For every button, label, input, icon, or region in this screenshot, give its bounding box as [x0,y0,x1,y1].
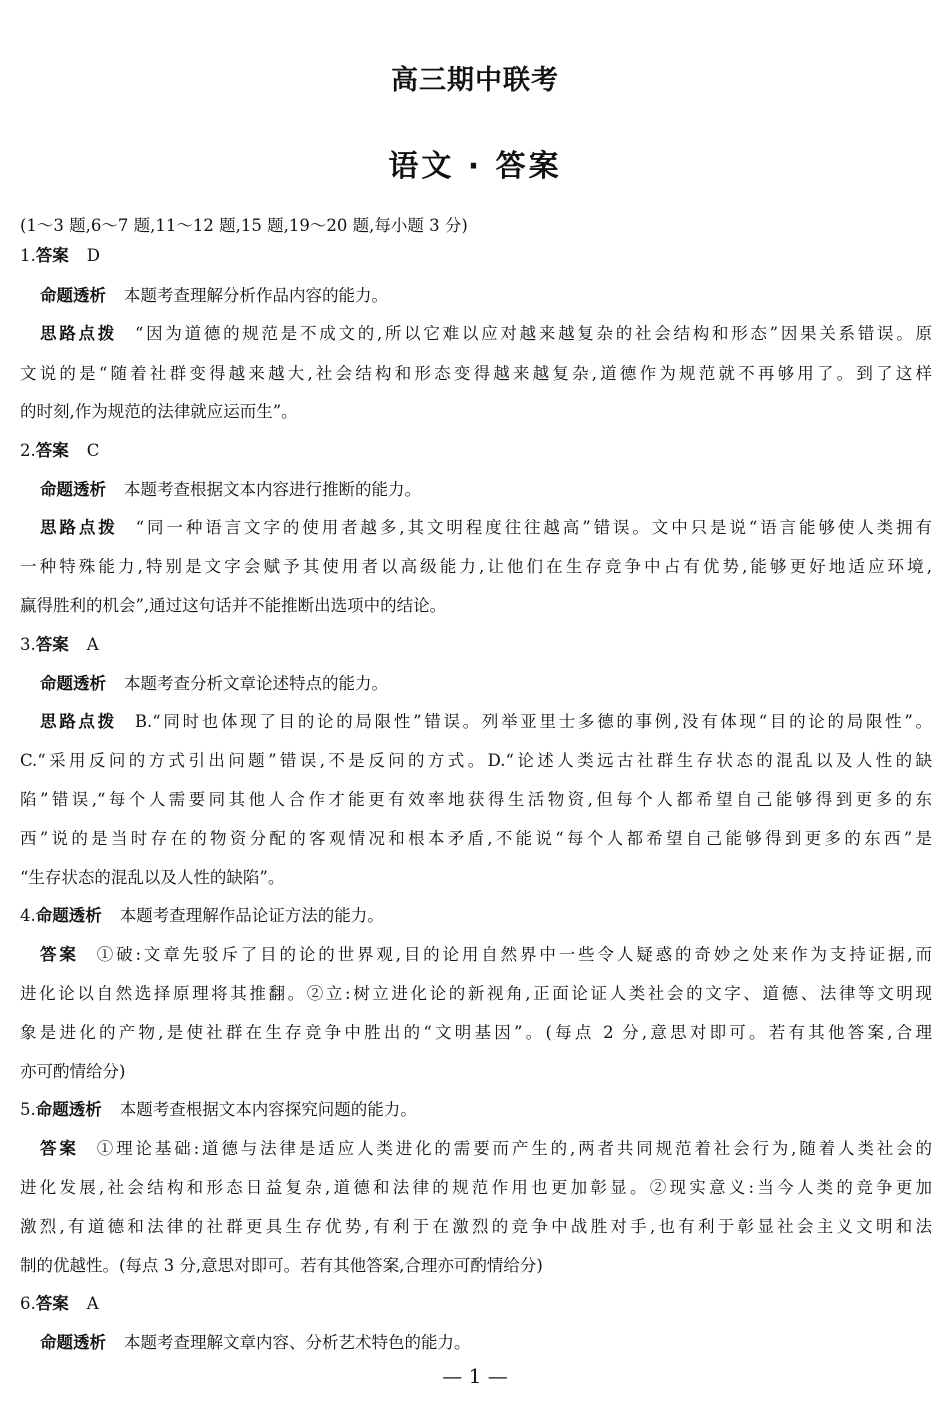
q5-analysis: 本题考查根据文本内容探究问题的能力。 [119,1100,417,1119]
answer-label: 答案 [35,635,69,654]
q5-answer-line: 制的优越性。(每点 3 分,意思对即可。若有其他答案,合理亦可酌情给分) [20,1256,543,1275]
q4-answer-line: 象是进化的产物,是使社群在生存竞争中胜出的“文明基因”。(每点 2 分,意思对即可。若有其他答案,合理 [20,1023,932,1042]
answer-label: 答案 [35,246,69,265]
q3-number: 3. [20,635,36,654]
answer-label: 答案 [35,441,69,460]
q4-analysis-row [20,906,932,926]
analysis-label: 命题透析 [40,286,106,305]
q1-answer-row [20,246,932,266]
q3-analysis-row [40,674,932,694]
q2-analysis-row [40,480,932,500]
q2-number: 2. [20,441,36,460]
q2-hint-line: 一种特殊能力,特别是文字会赋予其使用者以高级能力,让他们在生存竞争中占有优势,能够更好地适应环境, [20,557,932,576]
q1-answer: D [86,246,100,265]
q4-answer-line: 进化论以自然选择原理将其推翻。②立:树立进化论的新视角,正面论证人类社会的文字、道德、法律等文明现 [20,984,932,1003]
q5-number: 5. [20,1100,36,1119]
q6-answer: A [86,1294,99,1313]
scoring-note: (1～3 题,6～7 题,11～12 题,15 题,19～20 题,每小题 3 分) [20,216,468,235]
subject-title: 语文 · 答案 [388,149,562,184]
q3-hint-line: “生存状态的混乱以及人性的缺陷”。 [20,868,285,887]
answer-label: 答案 [40,1139,79,1158]
analysis-label: 命题透析 [40,1333,106,1352]
q3-hint-line: 思路点拨 B.“同时也体现了目的论的局限性”错误。列举亚里士多德的事例,没有体现“目的论的局限性”。 [40,712,933,731]
analysis-label: 命题透析 [40,480,106,499]
q3-answer: A [86,635,99,654]
analysis-label: 命题透析 [35,906,102,925]
q4-analysis: 本题考查理解作品论证方法的能力。 [119,906,384,925]
page-number: — 1 — [442,1364,508,1388]
q1-hint-line: 文说的是“随着社群变得越来越大,社会结构和形态变得越来越复杂,道德作为规范就不再够用了。到了这样 [20,364,932,383]
answer-label: 答案 [40,945,79,964]
answer-label: 答案 [35,1294,69,1313]
q2-answer: C [86,441,100,460]
q1-analysis-row [40,286,932,306]
hint-label: 思路点拨 [40,518,118,537]
exam-title: 高三期中联考 [391,65,559,96]
q6-number: 6. [20,1294,36,1313]
q5-analysis-row [20,1100,932,1120]
analysis-label: 命题透析 [40,674,106,693]
hint-label: 思路点拨 [40,712,117,731]
q3-analysis: 本题考查分析文章论述特点的能力。 [124,674,388,693]
q6-answer-row [20,1294,932,1314]
q1-analysis: 本题考查理解分析作品内容的能力。 [124,286,388,305]
q1-hint-line: 的时刻,作为规范的法律就应运而生”。 [20,402,298,421]
q3-hint-line: 陷”错误,“每个人需要同其他人合作才能更有效率地获得生活物资,但每个人都希望自己能够得到更多的东 [20,790,932,809]
q2-hint-line: 赢得胜利的机会”,通过这句话并不能推断出选项中的结论。 [20,596,447,615]
q2-hint-line: 思路点拨 “同一种语言文字的使用者越多,其文明程度往往越高”错误。文中只是说“语言能够使人类拥有 [40,518,932,537]
q5-answer-line: 激烈,有道德和法律的社群更具生存优势,有利于在激烈的竞争中战胜对手,也有利于彰显社会主义文明和法 [20,1217,932,1236]
analysis-label: 命题透析 [35,1100,102,1119]
q4-number: 4. [20,906,36,925]
q3-hint-line: 西”说的是当时存在的物资分配的客观情况和根本矛盾,不能说“每个人都希望自己能够得到更多的东西”是 [20,829,932,848]
hint-label: 思路点拨 [40,324,117,343]
q5-answer-line: 进化发展,社会结构和形态日益复杂,道德和法律的规范作用也更加彰显。②现实意义:当今人类的竞争更加 [20,1178,932,1197]
q4-answer-line: 答案 ①破:文章先驳斥了目的论的世界观,目的论用自然界中一些令人疑惑的奇妙之处来作为支持证据,而 [40,945,932,964]
q3-hint-line: C.“采用反问的方式引出问题”错误,不是反问的方式。D.“论述人类远古社群生存状态的混乱以及人性的缺 [20,751,932,770]
q6-analysis-row [40,1333,932,1353]
q1-number: 1. [20,246,36,265]
q5-answer-line: 答案 ①理论基础:道德与法律是适应人类进化的需要而产生的,两者共同规范着社会行为,随着人类社会的 [40,1139,932,1158]
q3-answer-row [20,635,932,655]
q2-analysis: 本题考查根据文本内容进行推断的能力。 [124,480,421,499]
q1-hint-line: 思路点拨 “因为道德的规范是不成文的,所以它难以应对越来越复杂的社会结构和形态”因果关系错误。原 [40,324,932,343]
q2-answer-row [20,441,932,461]
q6-analysis: 本题考查理解文章内容、分析艺术特色的能力。 [124,1333,471,1352]
q4-answer-line: 亦可酌情给分) [20,1062,126,1081]
